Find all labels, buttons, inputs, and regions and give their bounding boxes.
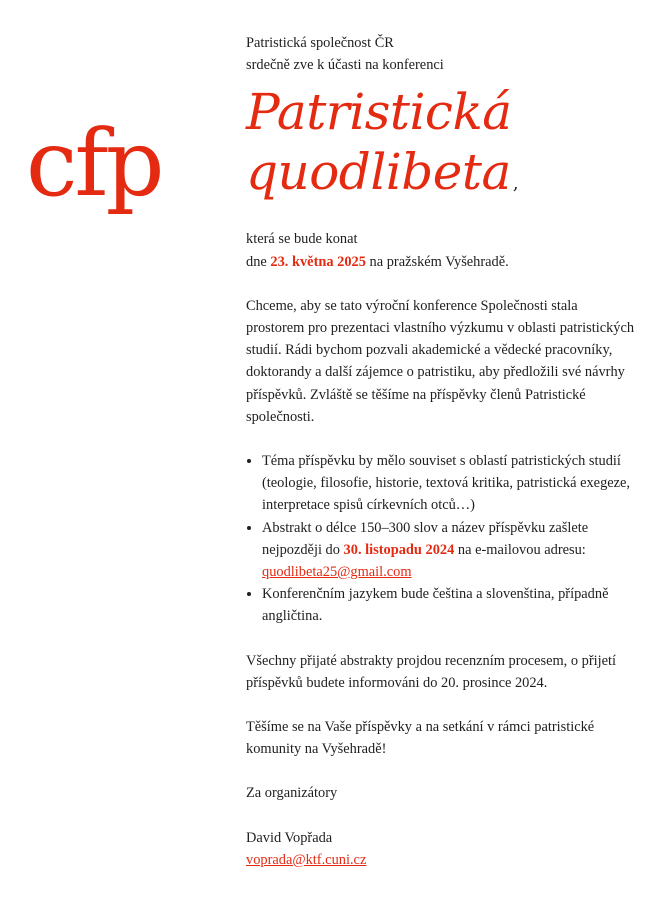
closing-paragraph: Těšíme se na Vaše příspěvky a na setkání v rámci patristické komunity na Vyšehradě! [246,719,595,758]
signature-name: David Vopřada [246,829,333,846]
list-item: • Konferenčním jazykem bude čeština a slovenština, případně angličtina. [262,583,638,627]
invitation-content [246,32,638,871]
when-prefix: dne [246,253,267,270]
deadline-prefix: Abstrakt o délce 150–300 slov a název příspěvku zašlete nejpozději do [262,519,589,558]
list-item [262,517,638,584]
when-line-1: která se bude konat [246,231,358,248]
organizer-line: Patristická společnost ČR [246,35,394,51]
deadline-date: 30. listopadu 2024 [343,541,455,558]
conference-date: 23. května 2025 [270,253,366,270]
signature-email-link[interactable]: voprada@ktf.cuni.cz [246,851,367,868]
signoff: Za organizátory [246,785,338,802]
review-paragraph: Všechny přijaté abstrakty projdou recenzním procesem, o přijetí příspěvků budete informováni do 20. prosince 2024. [246,652,617,691]
body-paragraph: Chceme, aby se tato výroční konference Společnosti stala prostorem pro prezentaci vlastního výzkumu v oblasti patristických studií. Rádi bychom pozvali akademické a vědecké pracovníky, doktorandy a další zájemce o patristiku, aby předložili své návrhy příspěvků. Zvláště se těšíme na příspěvky členů Patristické společnosti. [246,297,635,425]
when-line-2 [246,251,638,273]
list-item: • Téma příspěvku by mělo souviset s oblastí patristických studií (teologie, filosofie, historie, textová kritika, patristická exegeze, interpretace spisů církevních otců…) [262,450,638,517]
submission-email-link[interactable]: quodlibeta25@gmail.com [262,564,412,581]
when-suffix: na pražském Vyšehradě. [369,253,509,270]
invite-line: srdečně zve k účasti na konferenci [246,57,444,74]
cfp-logo: cfp [26,110,162,217]
requirements-list [246,450,638,628]
title-line-1: Patristická [246,83,512,142]
title-line-2: quodlibeta [246,143,511,202]
deadline-suffix: na e-mailovou adresu: [457,541,586,558]
conference-title [246,82,638,214]
title-comma: , [512,173,519,195]
